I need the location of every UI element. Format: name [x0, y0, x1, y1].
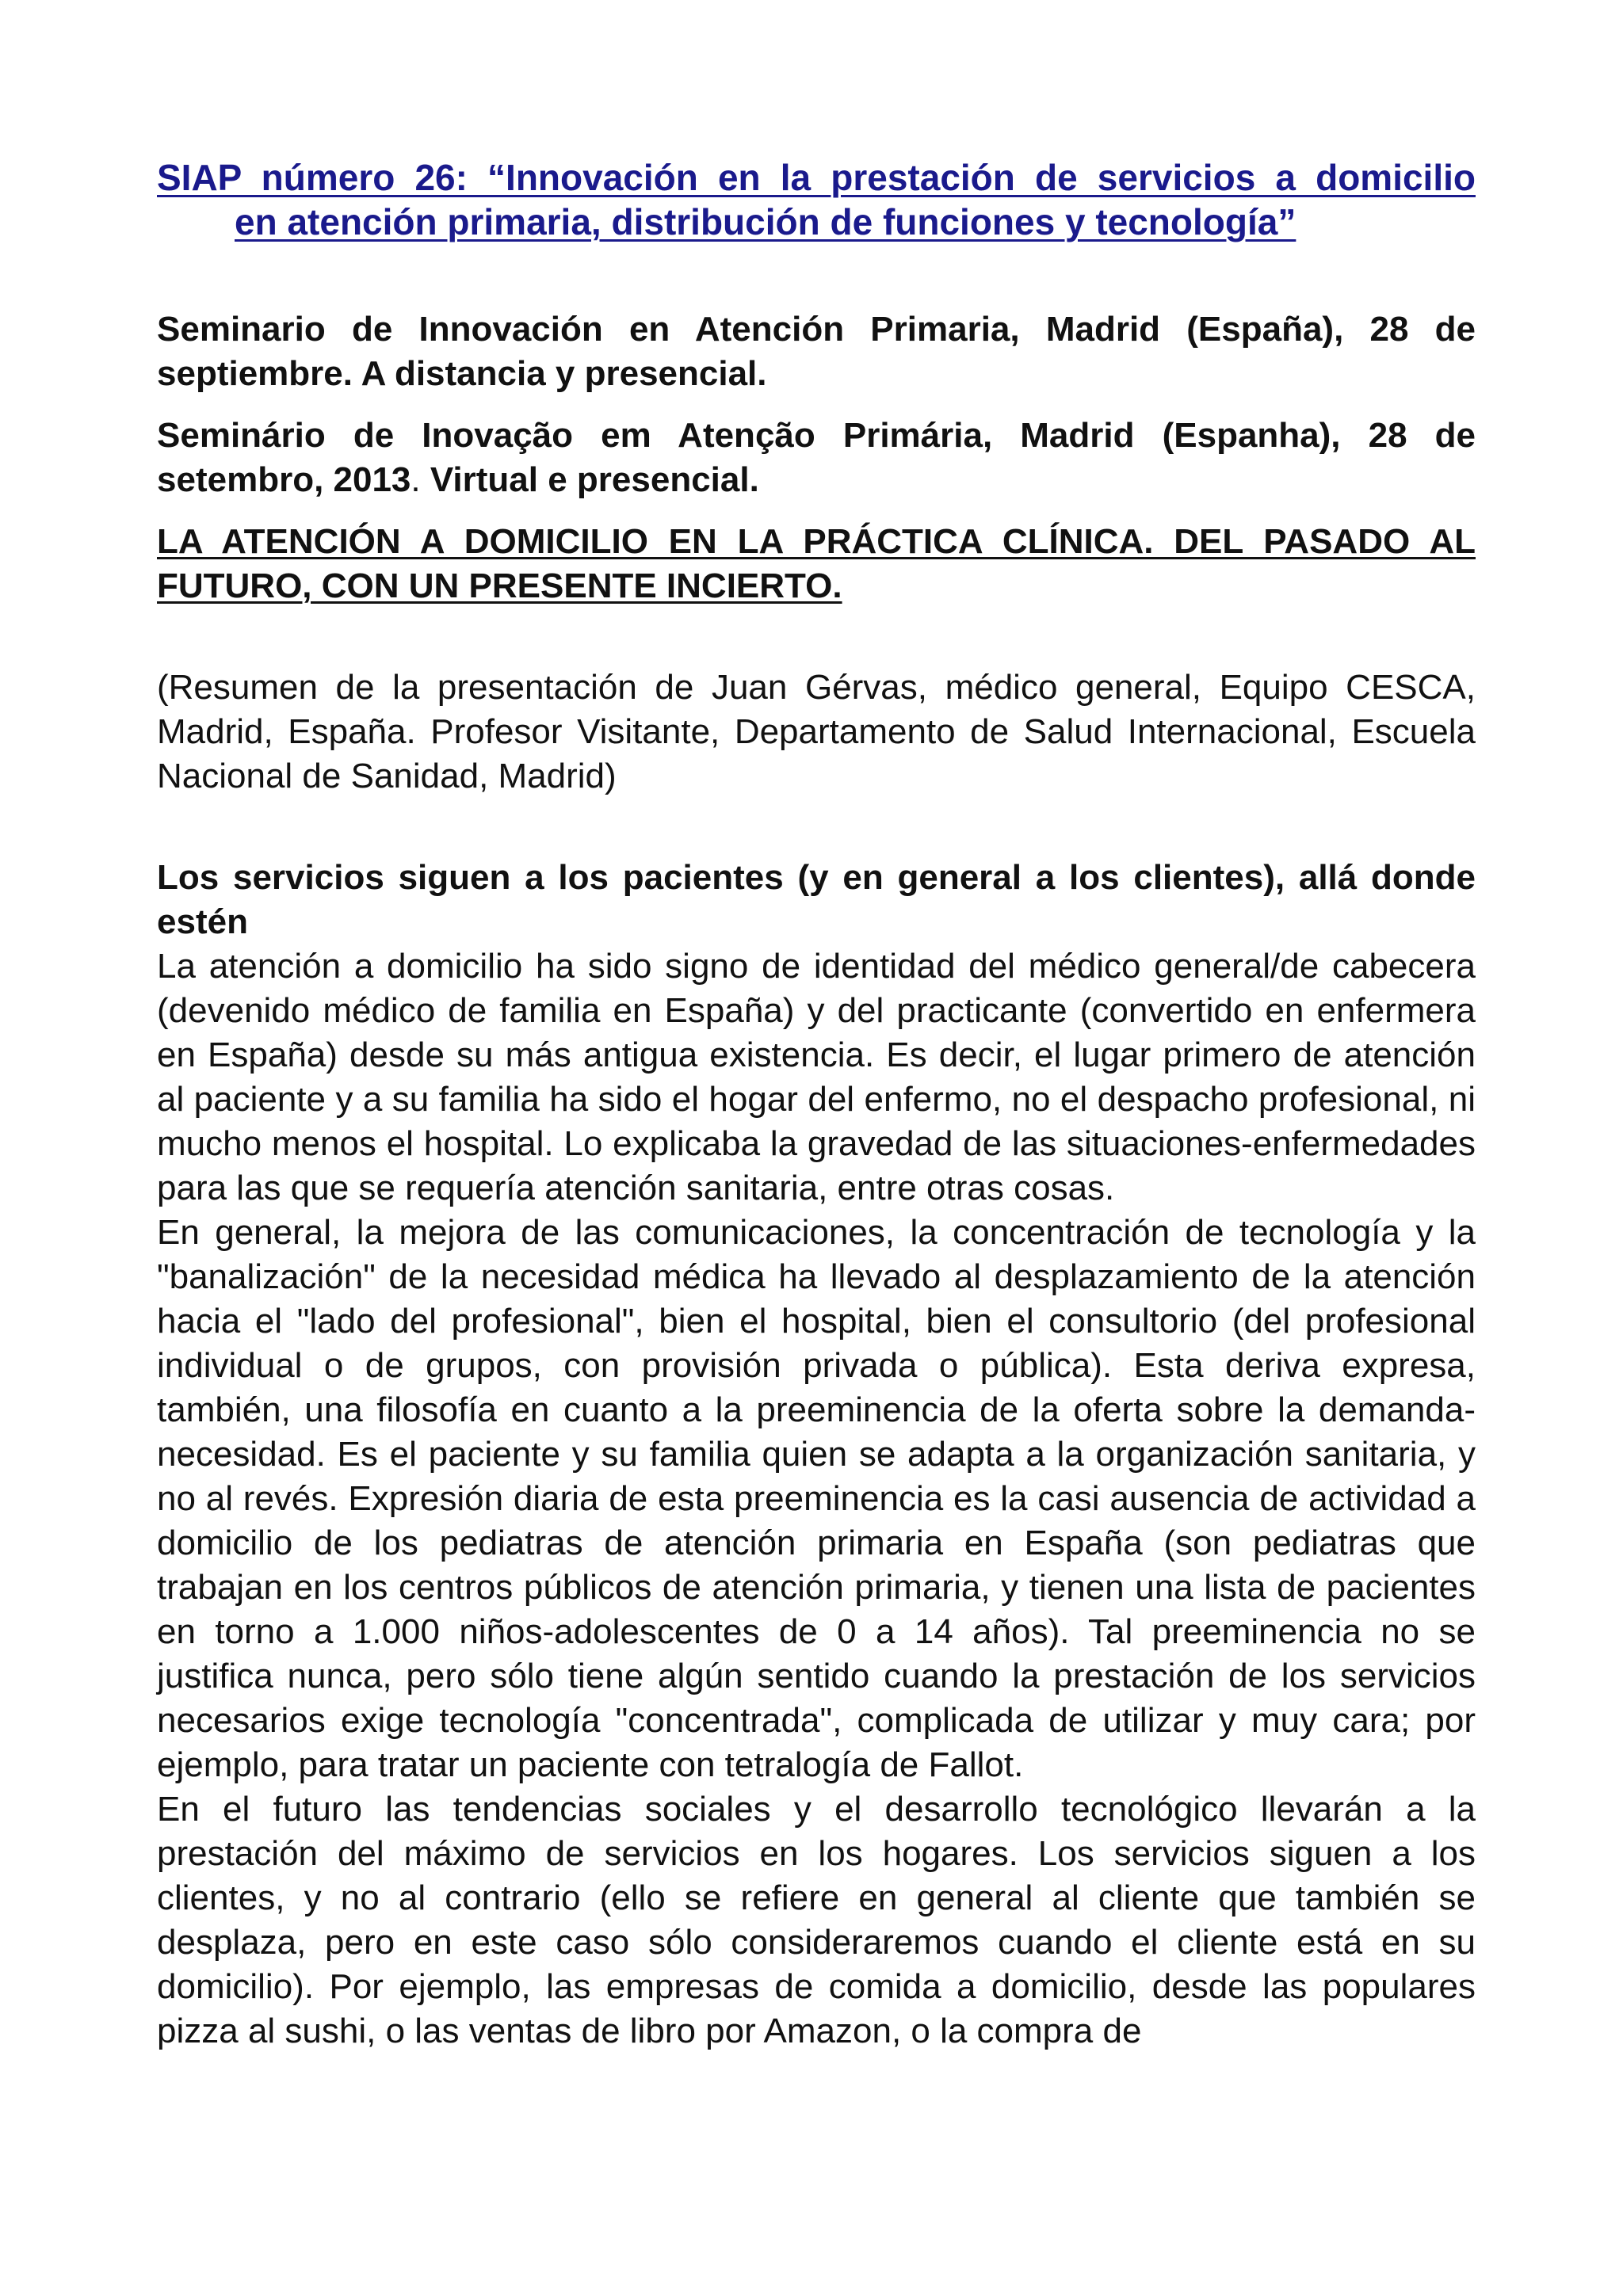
- body-paragraph-2: En general, la mejora de las comunicaciones, la concentración de tecnología y la "banalización" de la necesidad médica ha llevado al desplazamiento de la atención hacia el "lado del profesional", bien el hospital, bien el consultorio (del profesional individual o de grupos, con provisión privada o pública). Esta deriva expresa, también, una filosofía en cuanto a la preeminencia de la oferta sobre la demanda-necesidad. Es el paciente y su familia quien se adapta a la organización sanitaria, y no al revés. Expresión diaria de esta preeminencia es la casi ausencia de actividad a domicilio de los pediatras de atención primaria en España (son pediatras que trabajan en los centros públicos de atención primaria, y tienen una lista de pacientes en torno a 1.000 niños-adolescentes de 0 a 14 años). Tal preeminencia no se justifica nunca, pero sólo tiene algún sentido cuando la prestación de los servicios necesarios exige tecnología "concentrada", complicada de utilizar y muy cara; por ejemplo, para tratar un paciente con tetralogía de Fallot.: [157, 1213, 1476, 1784]
- body-paragraph-1: La atención a domicilio ha sido signo de identidad del médico general/de cabecera (devenido médico de familia en España) y del practicante (convertido en enfermera en España) desde su más antigua existencia. Es decir, el lugar primero de atención al paciente y a su familia ha sido el hogar del enfermo, no el despacho profesional, ni mucho menos el hospital. Lo explicaba la gravedad de las situaciones-enfermedades para las que se requería atención sanitaria, entre otras cosas.: [157, 947, 1476, 1207]
- presentation-summary: (Resumen de la presentación de Juan Gérvas, médico general, Equipo CESCA, Madrid, España. Profesor Visitante, Departamento de Salud Internacional, Escuela Nacional de Sanidad, Madrid): [157, 668, 1476, 795]
- seminar-subtitle-pt: [157, 414, 1476, 502]
- body-paragraph-3: En el futuro las tendencias sociales y el desarrollo tecnológico llevarán a la prestación del máximo de servicios en los hogares. Los servicios siguen a los clientes, y no al contrario (ello se refiere en general al cliente que también se desplaza, pero en este caso sólo consideraremos cuando el cliente está en su domicilio). Por ejemplo, las empresas de comida a domicilio, desde las populares pizza al sushi, o las ventas de libro por Amazon, o la compra de: [157, 1790, 1476, 2050]
- section-title: Los servicios siguen a los pacientes (y en general a los clientes), allá donde estén: [157, 858, 1476, 941]
- seminar-subtitle-pt-separator: .: [411, 460, 421, 499]
- document-body: [157, 155, 1476, 2054]
- title-link-line-2[interactable]: en atención primaria, distribución de funciones y tecnología”: [235, 201, 1296, 242]
- seminar-subtitle-pt-part-b: Virtual e presencial.: [420, 460, 759, 499]
- seminar-subtitle-pt-part-a: Seminário de Inovação em Atenção Primária, Madrid (Espanha), 28 de setembro, 2013: [157, 416, 1476, 499]
- presentation-headline: LA ATENCIÓN A DOMICILIO EN LA PRÁCTICA CLÍNICA. DEL PASADO AL FUTURO, CON UN PRESENTE INCIERTO.: [157, 522, 1476, 605]
- title-link-line-1[interactable]: SIAP número 26: “Innovación en la prestación de servicios a domicilio: [157, 157, 1476, 198]
- seminar-subtitle-es: Seminario de Innovación en Atención Primaria, Madrid (España), 28 de septiembre. A distancia y presencial.: [157, 310, 1476, 393]
